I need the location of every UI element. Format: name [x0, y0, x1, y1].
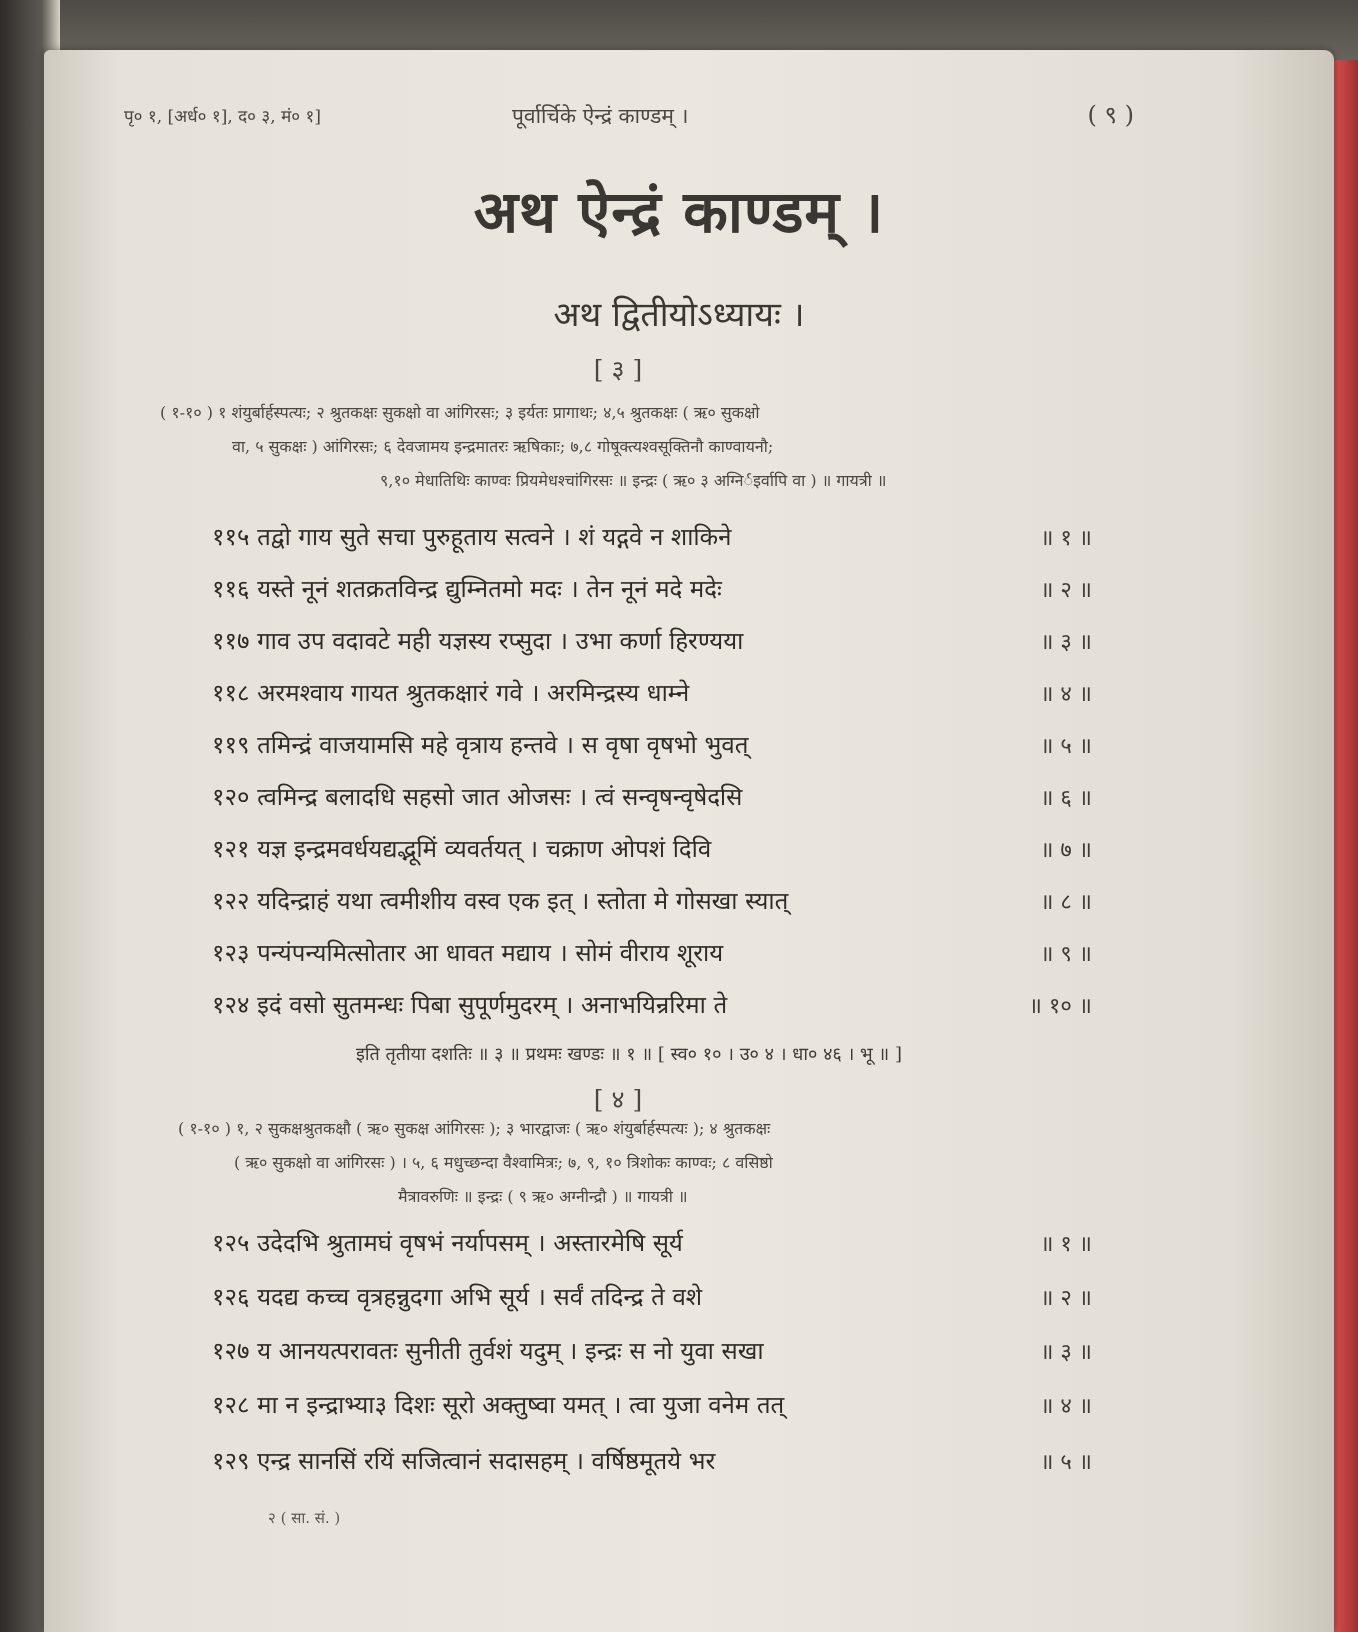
- verse-line: यदद्य कच्च वृत्रहन्नुदगा अभि सूर्य । सर्वं तदिन्द्र ते वशे: [257, 1283, 703, 1311]
- verse-number: ११६: [212, 575, 250, 603]
- verse-number: १२१: [212, 835, 250, 863]
- verse-row: [212, 676, 1092, 716]
- verse-number: १२०: [212, 783, 250, 811]
- verse-row: [212, 1280, 1092, 1320]
- verse-row: [212, 936, 1092, 976]
- section-info-line: ९,१० मेधातिथिः काण्वः प्रियमेधश्चांगिरसः ॥ इन्द्रः ( ऋ० ३ अग्निर्इर्वापि वा ) ॥ गायत्री ॥: [380, 471, 887, 490]
- page-title: अथ ऐन्द्रं काण्डम् ।: [473, 178, 885, 246]
- verse-text: [212, 520, 731, 553]
- verse-row: [212, 988, 1092, 1028]
- verse-number: १२७: [212, 1337, 250, 1365]
- verse-text: [212, 728, 748, 761]
- verse-text: [212, 780, 742, 813]
- verse-mark: ॥ ३ ॥: [1040, 1340, 1092, 1365]
- verse-number: ११९: [212, 731, 250, 759]
- verse-line: तमिन्द्रं वाजयामसि महे वृत्राय हन्तवे । स वृषा वृषभो भुवत्: [257, 731, 749, 759]
- verse-mark: ॥ ५ ॥: [1040, 734, 1092, 759]
- verse-line: तद्वो गाय सुते सचा पुरुहूताय सत्वने । शं यद्गवे न शाकिने: [257, 523, 732, 551]
- verse-line: एन्द्र सानसिं रयिं सजित्वानं सदासहम् । वर्षिष्ठमूतये भर: [257, 1447, 716, 1475]
- running-head-title: पूर्वार्चिके ऐन्द्रं काण्डम् ।: [512, 104, 689, 128]
- signature-mark: २ ( सा. सं. ): [268, 1509, 341, 1527]
- section-info: [178, 1112, 1138, 1214]
- verse-line: यदिन्द्राहं यथा त्वमीशीय वस्व एक इत् । स्तोता मे गोसखा स्यात्: [257, 887, 789, 915]
- verse-line: यज्ञ इन्द्रमवर्धयद्यद्भूमिं व्यवर्तयत् । चक्राण ओपशं दिवि: [257, 835, 712, 863]
- verse-text: [212, 624, 743, 657]
- verse-text: [212, 1388, 784, 1421]
- verse-line: मा न इन्द्राभ्या३ दिशः सूरो अक्तुष्वा यमत् । त्वा युजा वनेम तत्: [257, 1391, 785, 1419]
- section-info-line: ( १-१० ) १, २ सुकक्षश्रुतकक्षौ ( ऋ० सुकक्ष आंगिरसः ); ३ भारद्वाजः ( ऋ० शंयुर्बार्हस्पत्यः ); ४ श्रुतकक्षः: [178, 1119, 771, 1138]
- verse-line: त्वमिन्द्र बलादधि सहसो जात ओजसः । त्वं सन्वृषन्वृषेदसि: [257, 783, 743, 811]
- verse-text: [212, 676, 689, 709]
- verse-number: १२३: [212, 939, 250, 967]
- verse-text: [212, 1444, 715, 1477]
- verse-mark: ॥ १ ॥: [1040, 1232, 1092, 1257]
- verse-mark: ॥ ८ ॥: [1040, 890, 1092, 915]
- verse-row: [212, 624, 1092, 664]
- section-info-line: वा, ५ सुकक्षः ) आंगिरसः; ६ देवजामय इन्द्रमातरः ऋषिकाः; ७,८ गोषूक्त्यश्वसूक्तिनौ काण्वायनौ;: [232, 437, 774, 456]
- verse-number: १२९: [212, 1447, 250, 1475]
- verse-number: १२६: [212, 1283, 250, 1311]
- verse-row: [212, 1388, 1092, 1428]
- section-colophon: इति तृतीया दशतिः ॥ ३ ॥ प्रथमः खण्डः ॥ १ ॥ [ स्व० १० । उ० ४ । धा० ४६ । भू ॥ ]: [356, 1044, 902, 1065]
- verse-mark: ॥ ४ ॥: [1040, 1394, 1092, 1419]
- section-info-line: ( ऋ० सुकक्षो वा आंगिरसः ) । ५, ६ मधुच्छन्दा वैश्वामित्रः; ७, ९, १० त्रिशोकः काण्वः; ८ वसिष्ठो: [234, 1153, 773, 1172]
- verse-row: [212, 1334, 1092, 1374]
- verse-number: १२५: [212, 1229, 250, 1257]
- verse-line: गाव उप वदावटे मही यज्ञस्य रप्सुदा । उभा कर्णा हिरण्यया: [257, 627, 744, 655]
- verse-row: [212, 1226, 1092, 1266]
- verse-text: [212, 936, 723, 969]
- verse-row: [212, 1444, 1092, 1484]
- verse-mark: ॥ २ ॥: [1040, 578, 1092, 603]
- verse-line: पन्यंपन्यमित्सोतार आ धावत मद्याय । सोमं वीराय शूराय: [257, 939, 724, 967]
- verse-mark: ॥ १ ॥: [1040, 526, 1092, 551]
- verse-mark: ॥ ४ ॥: [1040, 682, 1092, 707]
- verse-number: १२४: [212, 991, 250, 1019]
- verse-line: यस्ते नूनं शतक्रतविन्द्र द्युम्नितमो मदः । तेन नूनं मदे मदेः: [257, 575, 722, 603]
- verse-mark: ॥ ७ ॥: [1040, 838, 1092, 863]
- verse-line: अरमश्वाय गायत श्रुतकक्षारं गवे । अरमिन्द्रस्य धाम्ने: [257, 679, 690, 707]
- verse-row: [212, 832, 1092, 872]
- page-number: ( ९ ): [1087, 101, 1134, 129]
- verse-text: [212, 832, 711, 865]
- verse-number: ११५: [212, 523, 250, 551]
- verse-text: [212, 1334, 764, 1367]
- verse-number: १२८: [212, 1391, 250, 1419]
- verse-row: [212, 520, 1092, 560]
- verse-text: [212, 884, 788, 917]
- section-number: [ ३ ]: [593, 355, 643, 384]
- verse-text: [212, 1280, 702, 1313]
- verse-line: उदेदभि श्रुतामघं वृषभं नर्यापसम् । अस्तारमेषि सूर्य: [257, 1229, 683, 1257]
- verse-mark: ॥ ३ ॥: [1040, 630, 1092, 655]
- verse-text: [212, 572, 722, 605]
- verse-mark: ॥ २ ॥: [1040, 1286, 1092, 1311]
- verse-mark: ॥ ६ ॥: [1040, 786, 1092, 811]
- verse-row: [212, 780, 1092, 820]
- verse-number: ११७: [212, 627, 250, 655]
- running-head-reference: पृ० १, [अर्ध० १], द० ३, मं० १]: [124, 107, 321, 127]
- section-info-line: मैत्रावरुणिः ॥ इन्द्रः ( ९ ऋ० अग्नीन्द्रौ ) ॥ गायत्री ॥: [398, 1187, 688, 1206]
- section-info: [160, 396, 1120, 498]
- verse-mark: ॥ १० ॥: [1028, 994, 1092, 1019]
- chapter-subtitle: अथ द्वितीयोऽध्यायः ।: [553, 295, 805, 335]
- verse-number: १२२: [212, 887, 250, 915]
- verse-text: [212, 988, 727, 1021]
- verse-row: [212, 728, 1092, 768]
- verse-mark: ॥ ९ ॥: [1040, 942, 1092, 967]
- verse-text: [212, 1226, 683, 1259]
- verse-number: ११८: [212, 679, 250, 707]
- verse-row: [212, 572, 1092, 612]
- running-head: [124, 98, 1134, 132]
- verse-mark: ॥ ५ ॥: [1040, 1450, 1092, 1475]
- section-number: [ ४ ]: [593, 1085, 643, 1114]
- verse-row: [212, 884, 1092, 924]
- verse-line: इदं वसो सुतमन्धः पिबा सुपूर्णमुदरम् । अनाभयिन्ररिमा ते: [257, 991, 728, 1019]
- section-info-line: ( १-१० ) १ शंयुर्बार्हस्पत्यः; २ श्रुतकक्षः सुकक्षो वा आंगिरसः; ३ इर्यतः प्रागाथः; ४,५ श्रुतकक्षः ( ऋ० सुकक्षो: [160, 403, 760, 422]
- verse-line: य आनयत्परावतः सुनीती तुर्वशं यदुम् । इन्द्रः स नो युवा सखा: [257, 1337, 764, 1365]
